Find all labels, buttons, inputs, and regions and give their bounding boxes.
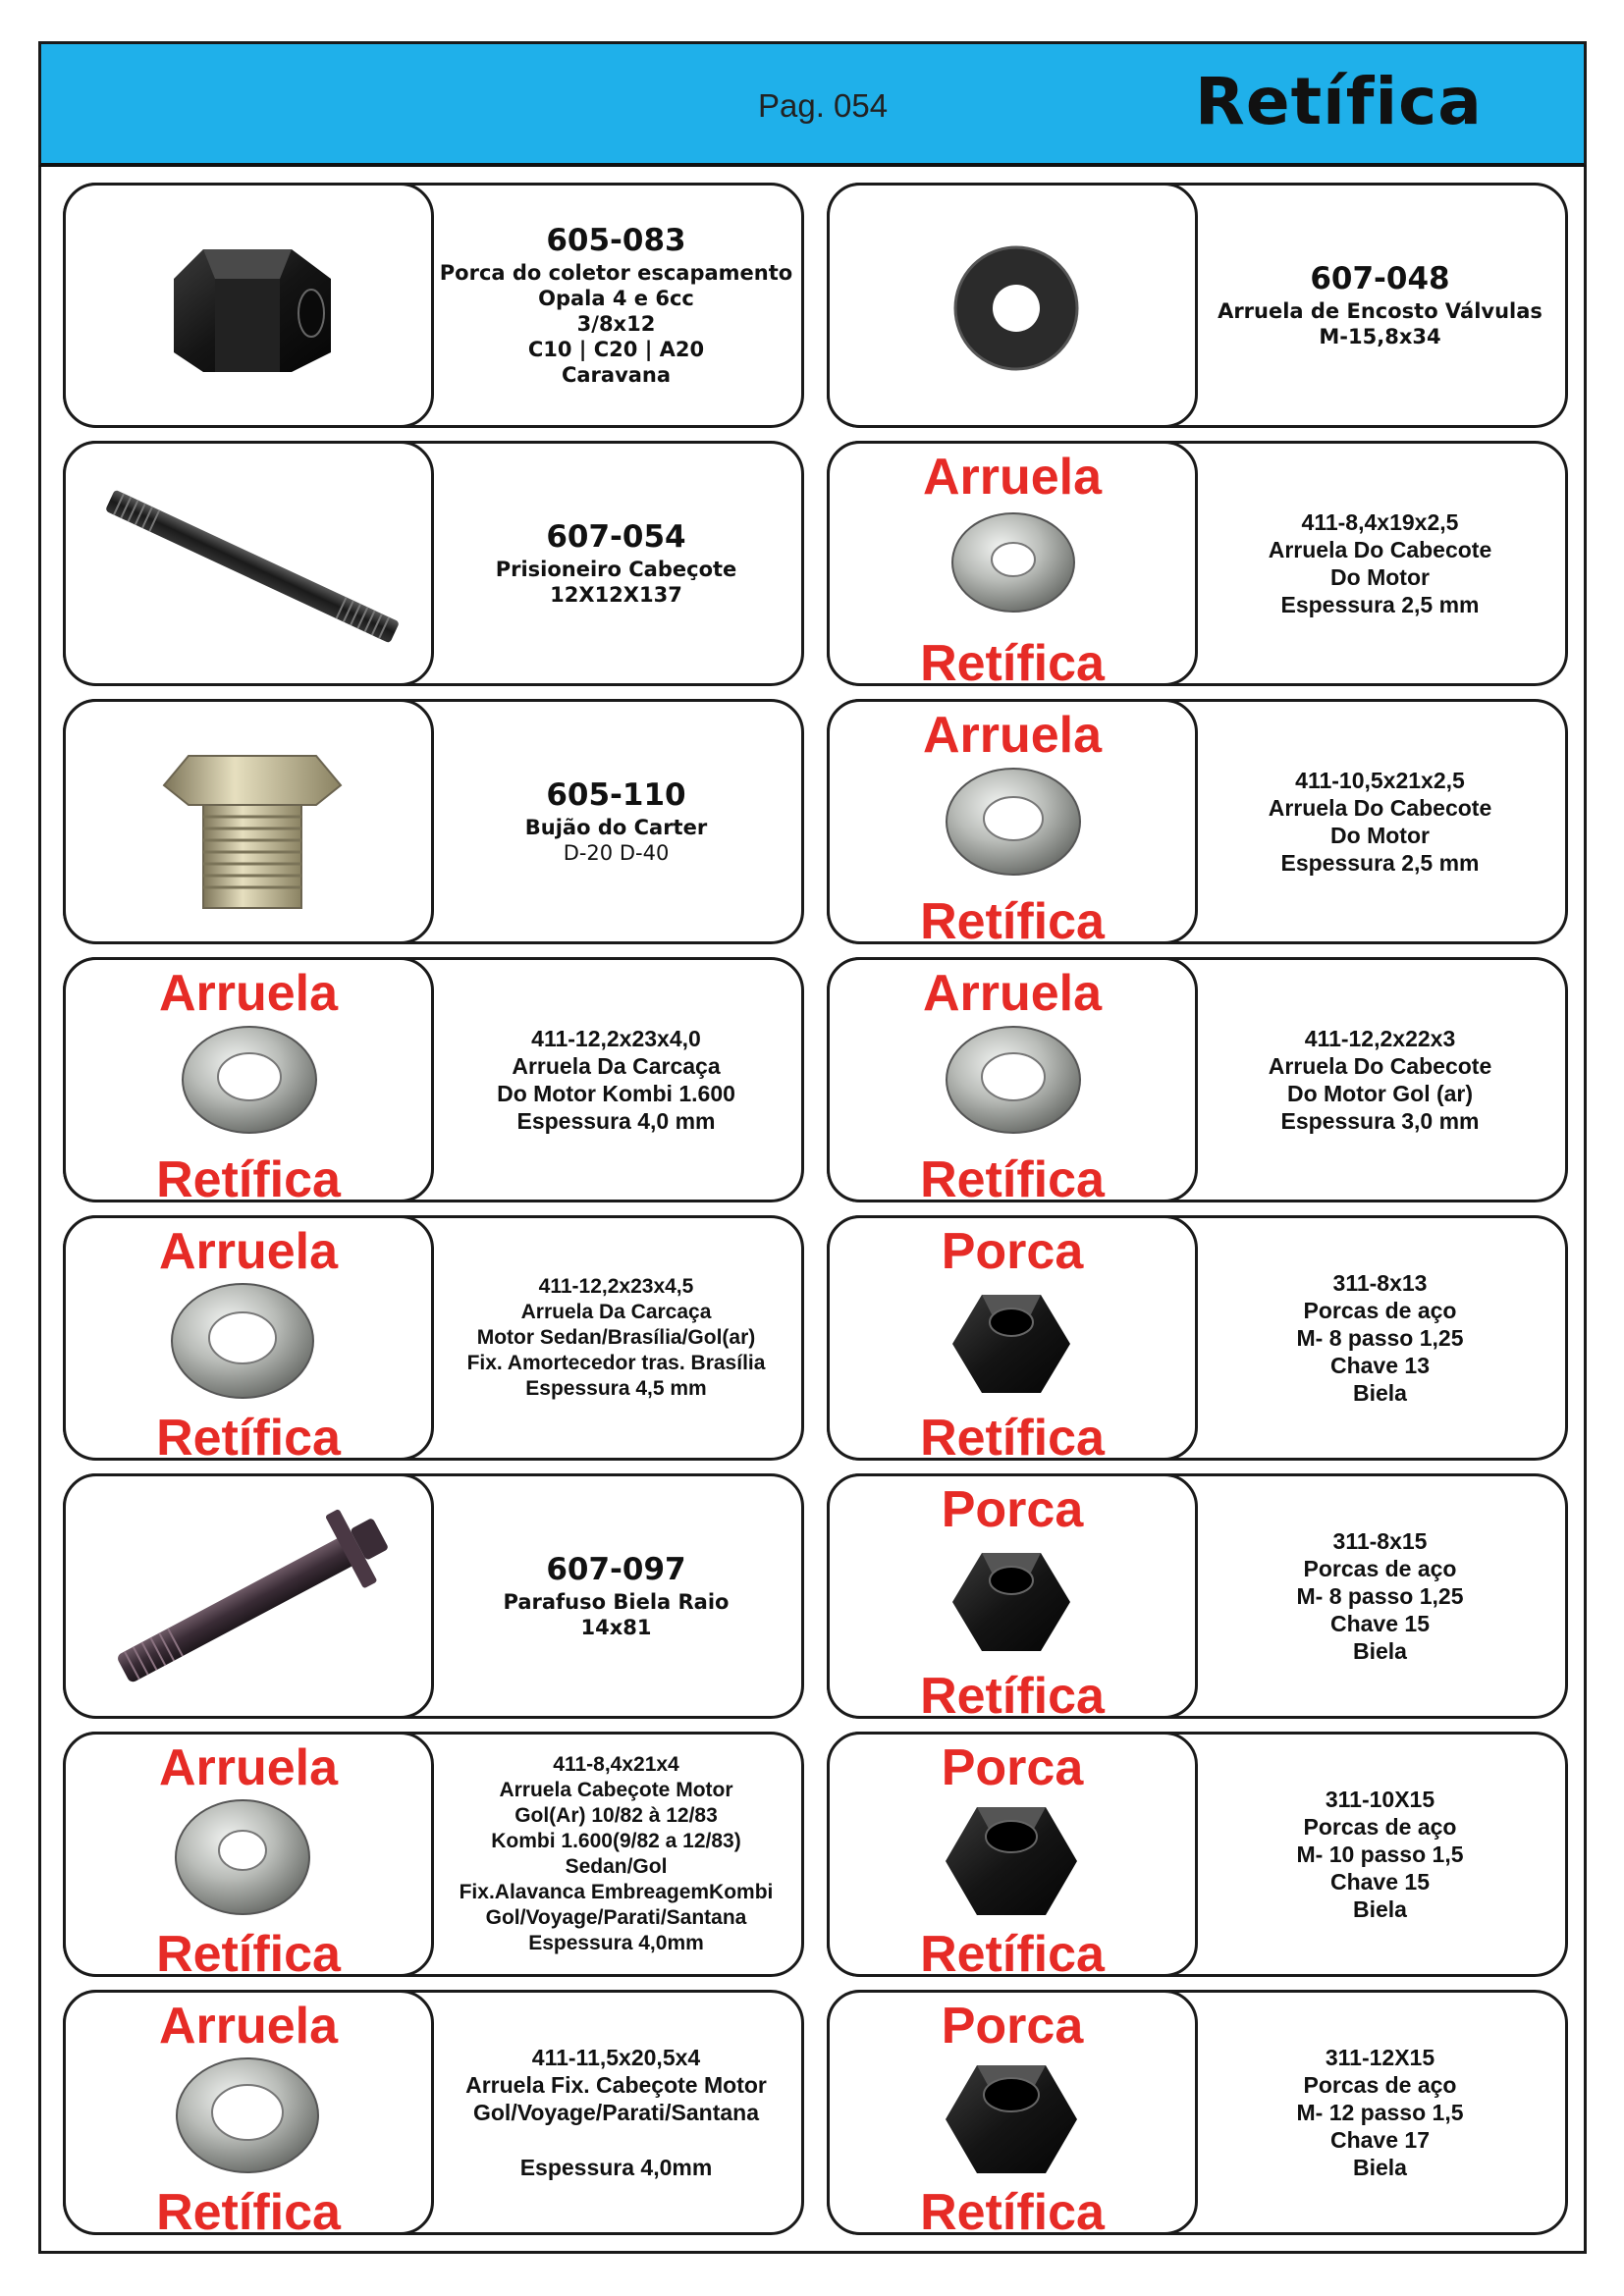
product-image xyxy=(827,1732,1198,1977)
product-line: 311-8x15 xyxy=(1332,1528,1428,1554)
product-line: Bujão do Carter xyxy=(524,816,708,839)
product-image xyxy=(827,441,1198,686)
page-number: Pag. 054 xyxy=(758,87,889,124)
product-card xyxy=(63,183,804,428)
product-image xyxy=(827,1990,1198,2235)
product-line: Biela xyxy=(1353,1896,1407,1922)
washer-icon xyxy=(164,1277,321,1405)
watermark-retifica: Retífica xyxy=(156,1926,341,1977)
watermark-retifica: Retífica xyxy=(920,1151,1105,1202)
watermark-arruela: Arruela xyxy=(158,1223,339,1280)
watermark-arruela: Arruela xyxy=(158,1739,339,1796)
washer-icon xyxy=(940,763,1087,881)
product-line: Porcas de aço xyxy=(1303,2072,1457,2098)
product-card xyxy=(827,957,1568,1202)
washer-icon xyxy=(176,1021,323,1139)
product-line: Do Motor xyxy=(1330,823,1430,848)
product-line: 311-10X15 xyxy=(1325,1787,1435,1812)
watermark-retifica: Retífica xyxy=(920,2184,1105,2235)
watermark-retifica: Retífica xyxy=(920,1410,1105,1461)
watermark-retifica: Retífica xyxy=(920,635,1105,686)
product-card xyxy=(827,441,1568,686)
product-line: M-15,8x34 xyxy=(1319,325,1441,348)
product-card xyxy=(827,1215,1568,1461)
product-card xyxy=(63,1990,804,2235)
watermark-arruela: Arruela xyxy=(922,449,1103,506)
product-line: Prisioneiro Cabeçote xyxy=(495,558,737,581)
product-line: 12X12X137 xyxy=(550,583,682,607)
product-line: M- 8 passo 1,25 xyxy=(1296,1325,1464,1351)
product-card xyxy=(63,1732,804,1977)
watermark-retifica: Retífica xyxy=(920,893,1105,944)
product-image xyxy=(63,699,434,944)
watermark-arruela: Arruela xyxy=(922,965,1103,1022)
product-line: Arruela Do Cabecote xyxy=(1268,795,1492,821)
product-line: 411-10,5x21x2,5 xyxy=(1295,768,1465,793)
product-image xyxy=(63,1732,434,1977)
product-line: 311-8x13 xyxy=(1332,1270,1428,1296)
product-line: Biela xyxy=(1353,1638,1407,1664)
watermark-porca: Porca xyxy=(941,1481,1084,1538)
product-line: 411-12,2x22x3 xyxy=(1304,1026,1456,1051)
watermark-retifica: Retífica xyxy=(920,1668,1105,1719)
product-line: Chave 13 xyxy=(1329,1353,1430,1378)
product-line: Chave 15 xyxy=(1329,1611,1430,1636)
product-line: 311-12X15 xyxy=(1325,2045,1435,2070)
product-card xyxy=(827,1473,1568,1719)
product-card xyxy=(63,957,804,1202)
product-card xyxy=(63,699,804,944)
product-line: Gol(Ar) 10/82 à 12/83 xyxy=(514,1804,718,1827)
product-line: 411-12,2x23x4,0 xyxy=(531,1026,701,1051)
product-line: Chave 15 xyxy=(1329,1869,1430,1895)
product-line: Caravana xyxy=(561,363,672,387)
product-line: Porcas de aço xyxy=(1303,1556,1457,1581)
product-line: Espessura 4,0 mm xyxy=(516,1108,716,1134)
washer-icon xyxy=(945,508,1082,616)
product-line: M- 12 passo 1,5 xyxy=(1296,2100,1464,2125)
product-line: Arruela Do Cabecote xyxy=(1268,1053,1492,1079)
watermark-porca: Porca xyxy=(941,1223,1084,1280)
hex-nut-icon xyxy=(947,1543,1075,1661)
product-line: Arruela Do Cabecote xyxy=(1268,537,1492,562)
product-line: Arruela de Encosto Válvulas xyxy=(1218,299,1543,323)
watermark-retifica: Retífica xyxy=(156,1151,341,1202)
watermark-porca: Porca xyxy=(941,1739,1084,1796)
product-line: Fix. Amortecedor tras. Brasília xyxy=(466,1352,766,1374)
product-line: Sedan/Gol xyxy=(565,1855,668,1878)
product-line: Kombi 1.600(9/82 a 12/83) xyxy=(491,1830,741,1852)
product-image xyxy=(63,957,434,1202)
product-line: Chave 17 xyxy=(1329,2127,1430,2153)
product-line: M- 8 passo 1,25 xyxy=(1296,1583,1464,1609)
page-title: Retífica xyxy=(1195,64,1483,139)
product-card xyxy=(827,1990,1568,2235)
product-code: 607-048 xyxy=(1310,261,1450,296)
product-image xyxy=(63,1990,434,2235)
washer-icon xyxy=(169,1793,316,1921)
product-code: 607-097 xyxy=(546,1552,686,1587)
product-image xyxy=(63,1473,434,1719)
product-line: Fix.Alavanca EmbreagemKombi xyxy=(459,1881,774,1903)
product-image xyxy=(63,441,434,686)
product-line: Espessura 4,5 mm xyxy=(525,1377,707,1400)
product-line: Espessura 2,5 mm xyxy=(1280,850,1480,876)
hex-nut-icon xyxy=(947,1285,1075,1403)
product-image xyxy=(827,1473,1198,1719)
product-line: Biela xyxy=(1353,1380,1407,1406)
washer-icon xyxy=(940,1021,1087,1139)
product-card xyxy=(63,1215,804,1461)
watermark-retifica: Retífica xyxy=(156,1410,341,1461)
product-image xyxy=(827,957,1198,1202)
product-line: 411-8,4x21x4 xyxy=(553,1753,679,1776)
washer-icon xyxy=(947,240,1085,377)
stud-bolt-icon xyxy=(85,468,419,665)
connecting-rod-bolt-icon xyxy=(85,1491,419,1707)
product-line: Arruela Da Carcaça xyxy=(512,1053,721,1079)
product-line: Espessura 2,5 mm xyxy=(1280,592,1480,617)
product-line: Gol/Voyage/Parati/Santana xyxy=(485,1906,747,1929)
product-line: Motor Sedan/Brasília/Gol(ar) xyxy=(476,1326,756,1349)
hex-nut-icon xyxy=(940,1799,1083,1923)
product-line: D-20 D-40 xyxy=(563,841,670,865)
product-line: Parafuso Biela Raio xyxy=(503,1590,730,1614)
product-line: Do Motor xyxy=(1330,564,1430,590)
product-line: Do Motor Gol (ar) xyxy=(1286,1081,1474,1106)
product-image xyxy=(63,183,434,428)
product-image xyxy=(63,1215,434,1461)
watermark-porca: Porca xyxy=(941,1998,1084,2055)
product-code: 605-083 xyxy=(546,223,686,258)
product-line: Biela xyxy=(1353,2155,1407,2180)
watermark-arruela: Arruela xyxy=(158,1998,339,2055)
product-line: 411-12,2x23x4,5 xyxy=(538,1275,694,1298)
hex-nut-icon xyxy=(940,2057,1083,2181)
product-line: Porca do coletor escapamento xyxy=(439,261,793,285)
product-line: 411-11,5x20,5x4 xyxy=(531,2045,701,2070)
product-line: 14x81 xyxy=(580,1616,652,1639)
product-line: Espessura 4,0mm xyxy=(528,1932,704,1954)
product-line: Arruela Da Carcaça xyxy=(520,1301,712,1323)
drain-plug-icon xyxy=(159,746,346,918)
hex-coupling-nut-icon xyxy=(164,240,341,377)
product-line: Arruela Cabeçote Motor xyxy=(499,1779,733,1801)
watermark-arruela: Arruela xyxy=(158,965,339,1022)
product-line: Arruela Fix. Cabeçote Motor xyxy=(465,2072,767,2098)
washer-icon xyxy=(169,2052,326,2179)
watermark-retifica: Retífica xyxy=(156,2184,341,2235)
page-header xyxy=(38,41,1587,167)
product-line: 3/8x12 xyxy=(576,312,656,336)
product-line: Porcas de aço xyxy=(1303,1298,1457,1323)
product-line: Espessura 4,0mm xyxy=(519,2155,713,2180)
product-line: C10 | C20 | A20 xyxy=(527,338,705,361)
product-image xyxy=(827,699,1198,944)
product-line: 411-8,4x19x2,5 xyxy=(1301,509,1459,535)
watermark-retifica: Retífica xyxy=(920,1926,1105,1977)
product-code: 607-054 xyxy=(546,519,686,555)
product-card xyxy=(63,1473,804,1719)
product-line: Opala 4 e 6cc xyxy=(538,287,694,310)
product-line: Do Motor Kombi 1.600 xyxy=(497,1081,735,1106)
product-card xyxy=(827,1732,1568,1977)
product-image xyxy=(827,1215,1198,1461)
product-card xyxy=(63,441,804,686)
product-line: M- 10 passo 1,5 xyxy=(1296,1842,1464,1867)
product-image xyxy=(827,183,1198,428)
product-card xyxy=(827,183,1568,428)
watermark-arruela: Arruela xyxy=(922,707,1103,764)
product-code: 605-110 xyxy=(546,777,686,813)
product-line: Porcas de aço xyxy=(1303,1814,1457,1840)
product-card xyxy=(827,699,1568,944)
product-line: Gol/Voyage/Parati/Santana xyxy=(472,2100,759,2125)
product-line: Espessura 3,0 mm xyxy=(1280,1108,1480,1134)
